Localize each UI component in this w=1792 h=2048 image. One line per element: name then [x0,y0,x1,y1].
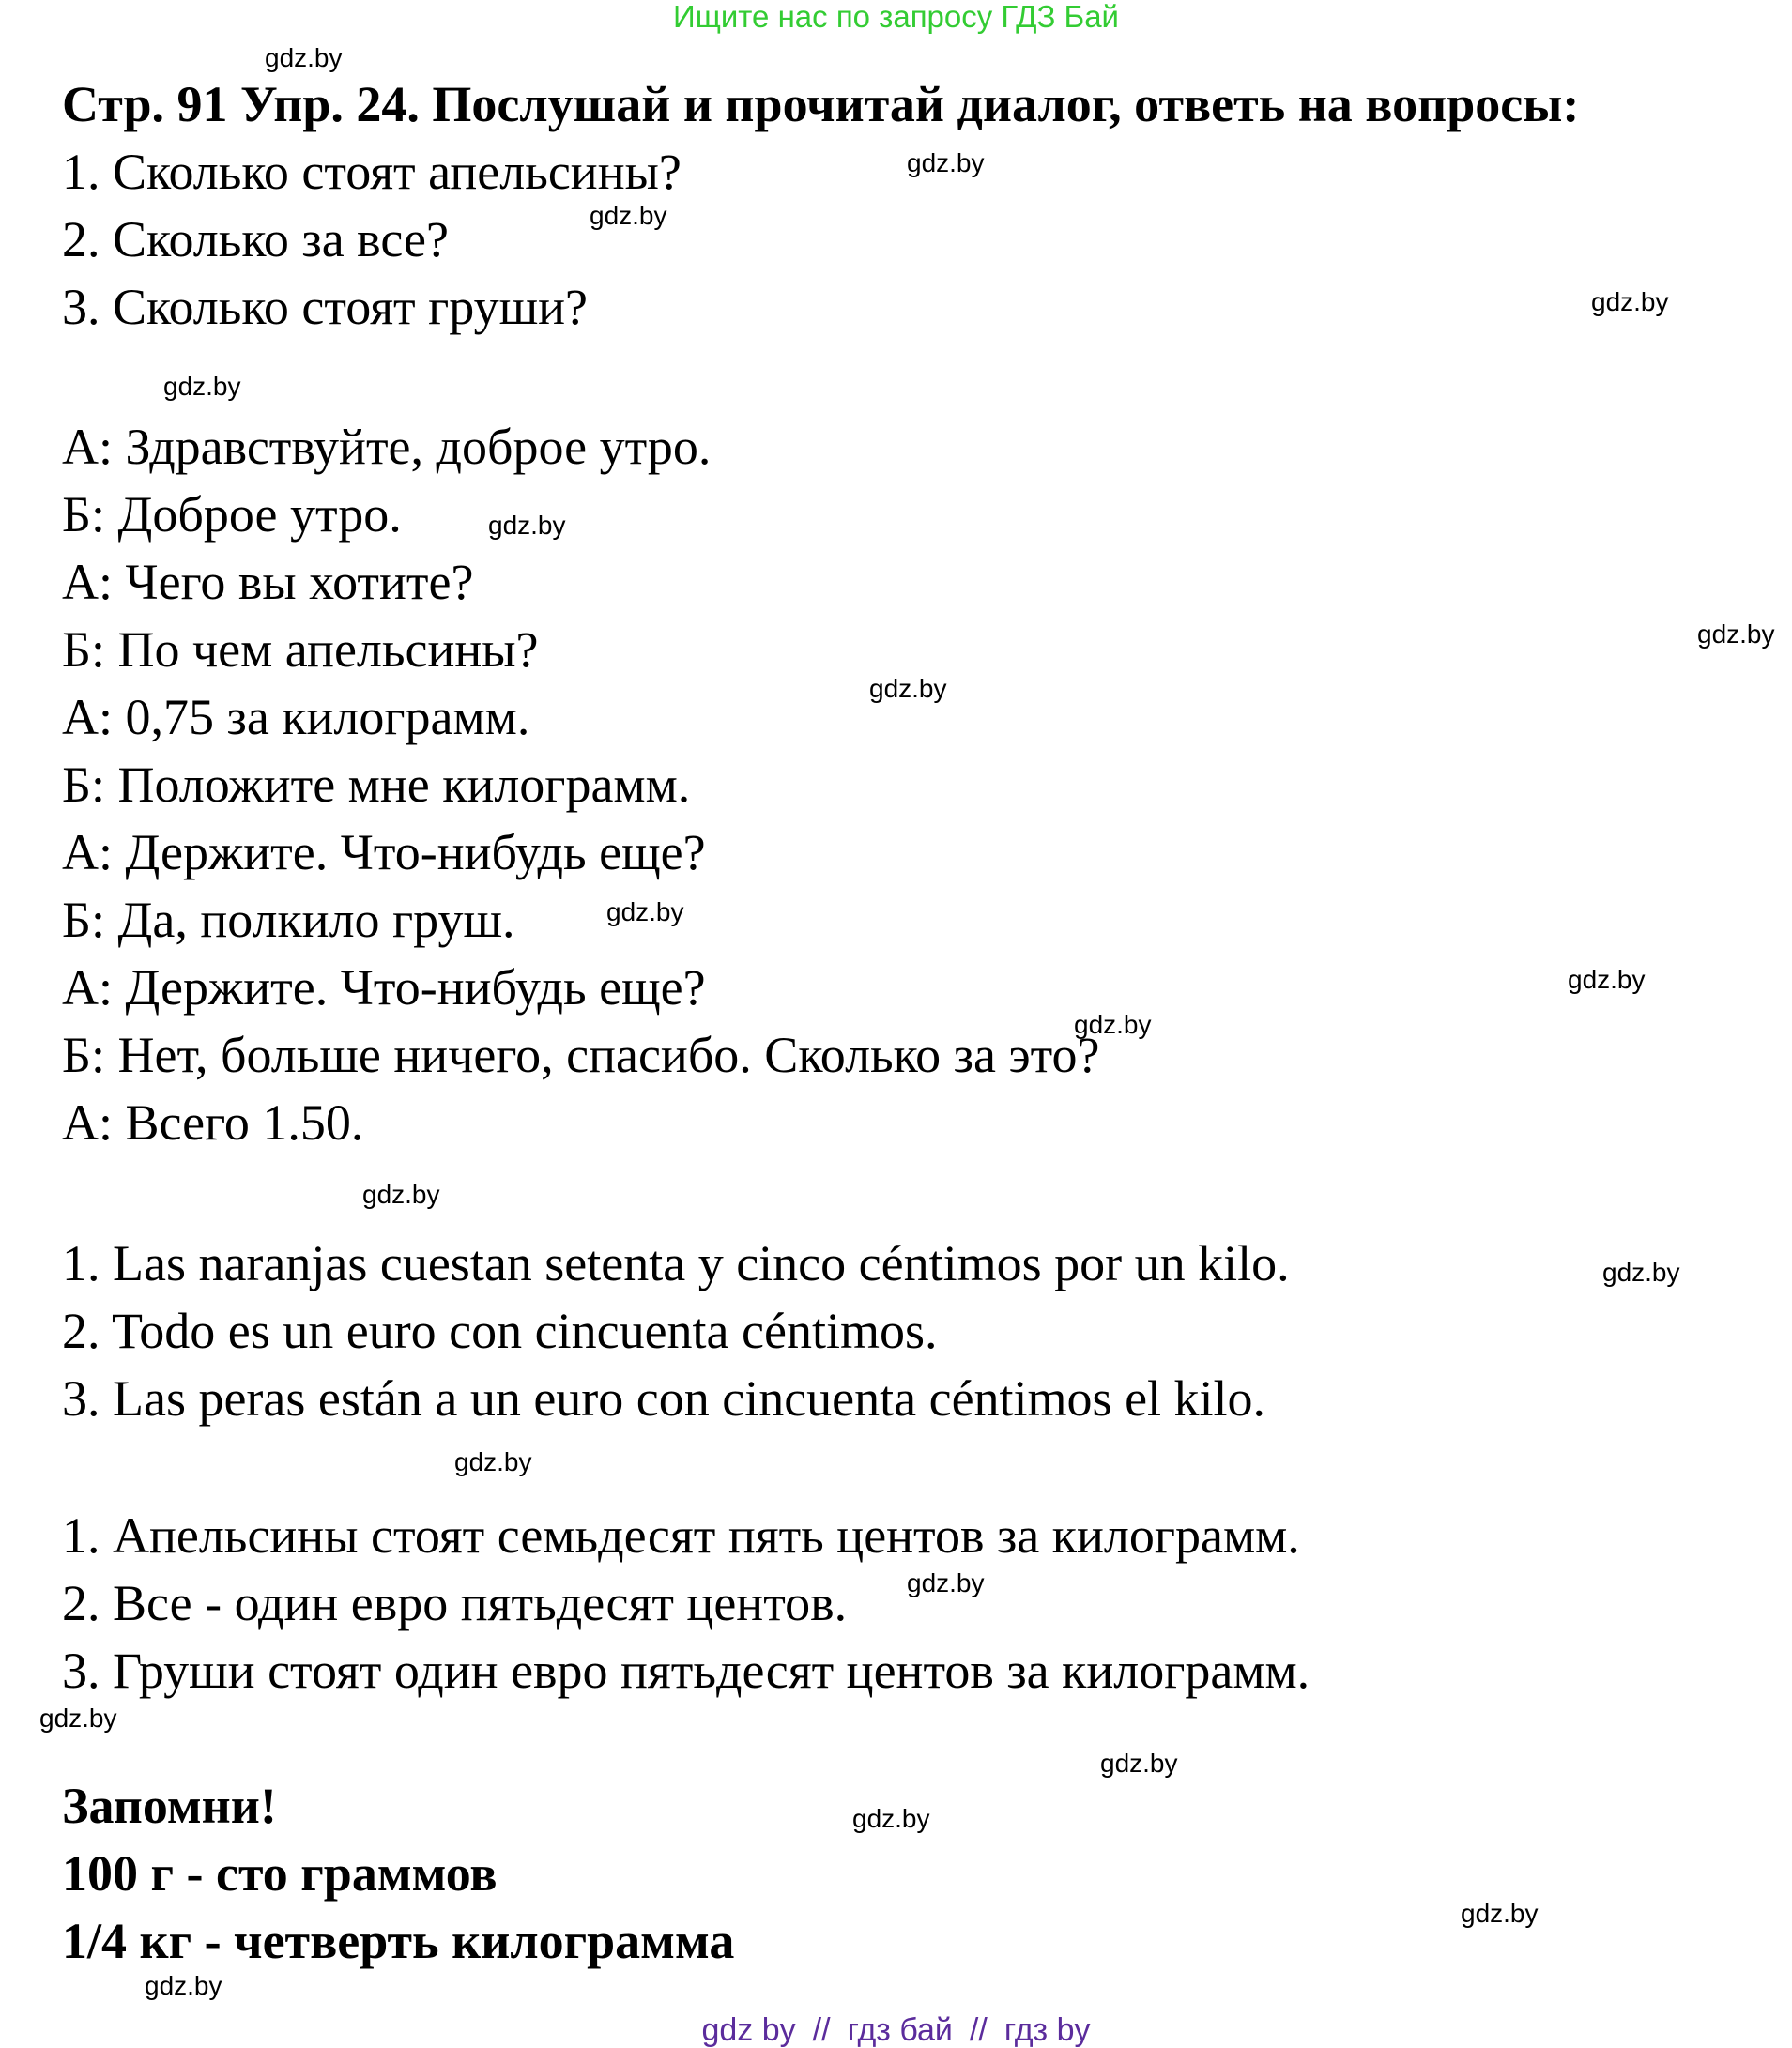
dialog-line-3: А: Чего вы хотите? [62,554,474,610]
footer-link-gdz-by-ru[interactable]: гдз by [1003,2012,1091,2048]
footer-separator: // [969,2012,988,2048]
watermark: gdz.by [1074,1010,1152,1039]
dialog-line-11: А: Всего 1.50. [62,1094,364,1151]
exercise-heading: Стр. 91 Упр. 24. Послушай и прочитай диалог, ответь на вопросы: [62,76,1580,132]
footer-separator: // [812,2012,831,2048]
watermark: gdz.by [1461,1899,1539,1928]
watermark: gdz.by [362,1180,440,1209]
question-3: 3. Сколько стоят груши? [62,279,589,335]
watermark: gdz.by [869,674,947,703]
dialog-line-1: А: Здравствуйте, доброе утро. [62,419,712,475]
watermark: gdz.by [1591,287,1669,316]
watermark: gdz.by [39,1704,117,1733]
answer-es-2: 2. Todo es un euro con cincuenta céntimos. [62,1303,938,1359]
watermark: gdz.by [488,511,566,540]
question-1: 1. Сколько стоят апельсины? [62,144,682,200]
watermark: gdz.by [907,1568,985,1597]
watermark: gdz.by [1697,619,1775,649]
watermark: gdz.by [590,201,667,230]
watermark: gdz.by [145,1971,222,2000]
remember-item-1: 100 г - сто граммов [62,1845,498,1902]
question-2: 2. Сколько за все? [62,211,449,267]
watermark: gdz.by [606,897,684,926]
answer-ru-3: 3. Груши стоят один евро пятьдесят центов за килограмм. [62,1643,1310,1699]
dialog-line-9: А: Держите. Что-нибудь еще? [62,959,706,1016]
dialog-line-5: А: 0,75 за килограмм. [62,689,530,745]
footer-link-gdz-bai[interactable]: гдз бай [847,2012,953,2048]
answer-ru-2: 2. Все - один евро пятьдесят центов. [62,1575,848,1631]
remember-title: Запомни! [62,1778,277,1834]
watermark: gdz.by [265,43,343,72]
dialog-line-7: А: Держите. Что-нибудь еще? [62,824,706,880]
watermark: gdz.by [907,148,985,177]
remember-item-2: 1/4 кг - четверть килограмма [62,1913,735,1969]
answer-es-3: 3. Las peras están a un euro con cincuenta céntimos el kilo. [62,1370,1266,1427]
dialog-line-4: Б: По чем апельсины? [62,621,539,678]
watermark: gdz.by [454,1447,532,1476]
dialog-line-2: Б: Доброе утро. [62,486,402,543]
answer-ru-1: 1. Апельсины стоят семьдесят пять центов за килограмм. [62,1507,1300,1564]
answer-es-1: 1. Las naranjas cuestan setenta y cinco céntimos por un kilo. [62,1235,1290,1291]
watermark: gdz.by [1100,1749,1178,1778]
top-banner: Ищите нас по запросу ГДЗ Бай [673,0,1119,34]
footer-links [0,2013,1792,2047]
watermark: gdz.by [852,1804,930,1833]
footer-link-gdz-by[interactable]: gdz by [701,2012,796,2048]
dialog-line-8: Б: Да, полкило груш. [62,892,515,948]
watermark: gdz.by [1568,965,1646,994]
dialog-line-6: Б: Положите мне килограмм. [62,757,691,813]
watermark: gdz.by [1602,1258,1680,1287]
watermark: gdz.by [163,372,241,401]
dialog-line-10: Б: Нет, больше ничего, спасибо. Сколько за это? [62,1027,1100,1083]
